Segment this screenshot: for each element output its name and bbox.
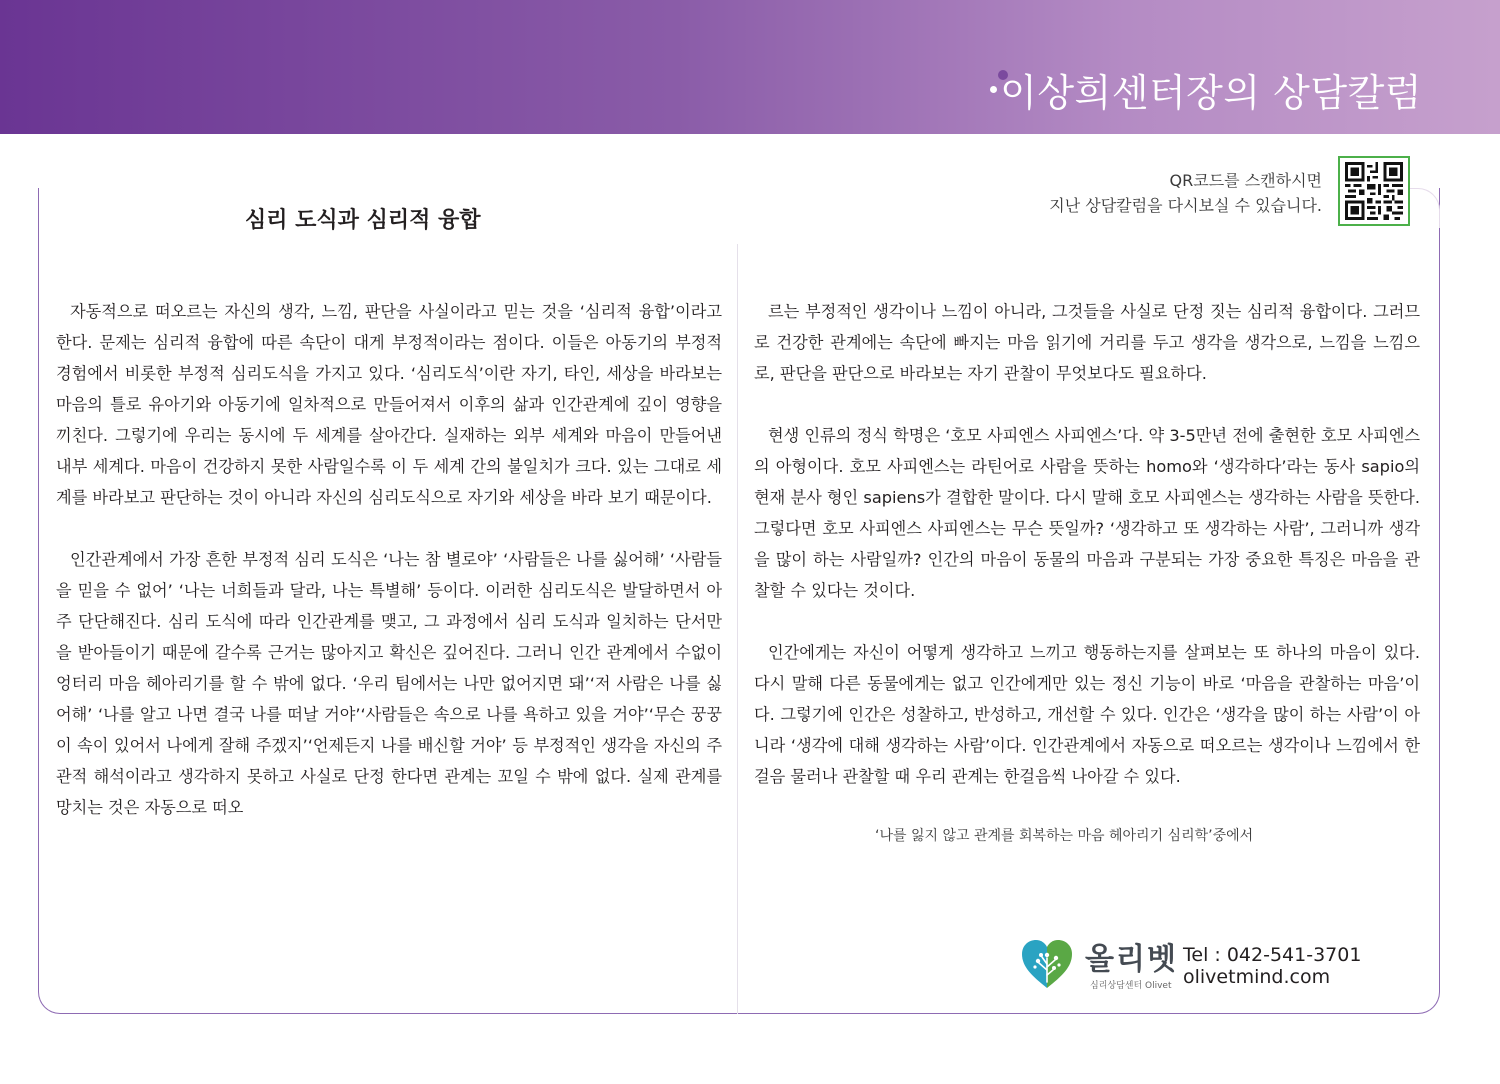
- qr-code[interactable]: [1338, 156, 1410, 226]
- website-link[interactable]: olivetmind.com: [1183, 966, 1331, 988]
- brand-name: 올리벳: [1085, 942, 1178, 977]
- qr-code-icon: [1344, 162, 1404, 220]
- header-title: 이상희센터장의 상담칼럼: [1000, 71, 1422, 115]
- paragraph: 르는 부정적인 생각이나 느낌이 아니라, 그것들을 사실로 단정 짓는 심리적 융합이다. 그러므로 건강한 관계에는 속단에 빠지는 마음 읽기에 거리를 두고 생각을 생각으로, 느낌을 느낌으로, 판단을 판단으로 바라보는 자기 관찰이 무엇보다도 필요하다.: [754, 302, 1420, 383]
- qr-instructions-line2: 지난 상담칼럼을 다시보실 수 있습니다.: [1049, 196, 1322, 215]
- olivet-heart-tree-icon: [1020, 938, 1074, 990]
- qr-instructions-line1: QR코드를 스캔하시면: [1169, 171, 1322, 190]
- paragraph: 자동적으로 떠오르는 자신의 생각, 느낌, 판단을 사실이라고 믿는 것을 ‘심리적 융합’이라고 한다. 문제는 심리적 융합에 따른 속단이 대게 부정적이라는 점이다. 이들은 아동기의 부정적 경험에서 비롯한 부정적 심리도식을 가지고 있다. ‘심리도식’이란 자기, 타인, 세상을 바라보는 마음의 틀로 유아기와 아동기에 일차적으로 만들어져서 이후의 삶과 인간관계에 깊이 영향을 끼친다. 그렇기에 우리는 동시에 두 세계를 살아간다. 실재하는 외부 세계와 마음이 만들어낸 내부 세계다. 마음이 건강하지 못한 사람일수록 이 두 세계 간의 불일치가 크다. 있는 그대로 세계를 바라보고 판단하는 것이 아니라 자신의 심리도식으로 자기와 세상을 바라 보기 때문이다.: [56, 302, 722, 507]
- column-divider: [737, 244, 738, 1014]
- source-citation: ‘나를 잃지 않고 관계를 회복하는 마음 헤아리기 심리학’중에서: [875, 828, 1254, 844]
- paragraph: 현생 인류의 정식 학명은 ‘호모 사피엔스 사피엔스’다. 약 3-5만년 전에 출현한 호모 사피엔스의 아형이다. 호모 사피엔스는 라틴어로 사람을 뜻하는 homo와 ‘생각하다’라는 동사 sapio의 현재 분사 형인 sapiens가 결합한 말이다. 다시 말해 호모 사피엔스는 생각하는 사람을 뜻한다. 그렇다면 호모 사피엔스 사피엔스는 무슨 뜻일까? ‘생각하고 또 생각하는 사람’, 그러니까 생각을 많이 하는 사람일까? 인간의 마음이 동물의 마음과 구분되는 가장 중요한 특징은 마음을 관찰할 수 있다는 것이다.: [754, 426, 1420, 600]
- paragraph: 인간에게는 자신이 어떻게 생각하고 느끼고 행동하는지를 살펴보는 또 하나의 마음이 있다. 다시 말해 다른 동물에게는 없고 인간에게만 있는 정신 기능이 바로 ‘마음을 관찰하는 마음’이다. 그렇기에 인간은 성찰하고, 반성하고, 개선할 수 있다. 인간은 ‘생각을 많이 하는 사람’이 아니라 ‘생각에 대해 생각하는 사람’이다. 인간관계에서 자동으로 떠오르는 생각이나 느낌에서 한걸음 물러나 관찰할 때 우리 관계는 한걸음씩 나아갈 수 있다.: [754, 643, 1421, 786]
- contact-phone: Tel : 042-541-3701: [1183, 944, 1362, 966]
- qr-instructions: [1049, 168, 1322, 218]
- article-title: 심리 도식과 심리적 융합: [245, 208, 481, 233]
- article-column-right: [754, 296, 1420, 792]
- paragraph: 인간관계에서 가장 흔한 부정적 심리 도식은 ‘나는 참 별로야’ ‘사람들은 나를 싫어해’ ‘사람들을 믿을 수 없어’ ‘나는 너희들과 달라, 나는 특별해’ 등이다. 이러한 심리도식은 발달하면서 아주 단단해진다. 심리 도식에 따라 인간관계를 맺고, 그 과정에서 심리 도식과 일치하는 단서만을 받아들이기 때문에 갈수록 근거는 많아지고 확신은 깊어진다. 그러니 인간 관계에서 수없이 엉터리 마음 헤아리기를 할 수 밖에 없다. ‘우리 팀에서는 나만 없어지면 돼’‘저 사람은 나를 싫어해’ ‘나를 알고 나면 결국 나를 떠날 거야’‘사람들은 속으로 나를 욕하고 있을 거야’‘무슨 꿍꿍이 속이 있어서 나에게 잘해 주겠지’‘언제든지 나를 배신할 거야’ 등 부정적인 생각을 자신의 주관적 해석이라고 생각하지 못하고 사실로 단정 한다면 관계는 꼬일 수 밖에 없다. 실제 관계를 망치는 것은 자동으로 떠오: [56, 550, 722, 817]
- article-column-left: [56, 296, 722, 823]
- header-banner: [0, 0, 1500, 134]
- brand-subtitle: 심리상담센터 Olivet: [1090, 981, 1172, 991]
